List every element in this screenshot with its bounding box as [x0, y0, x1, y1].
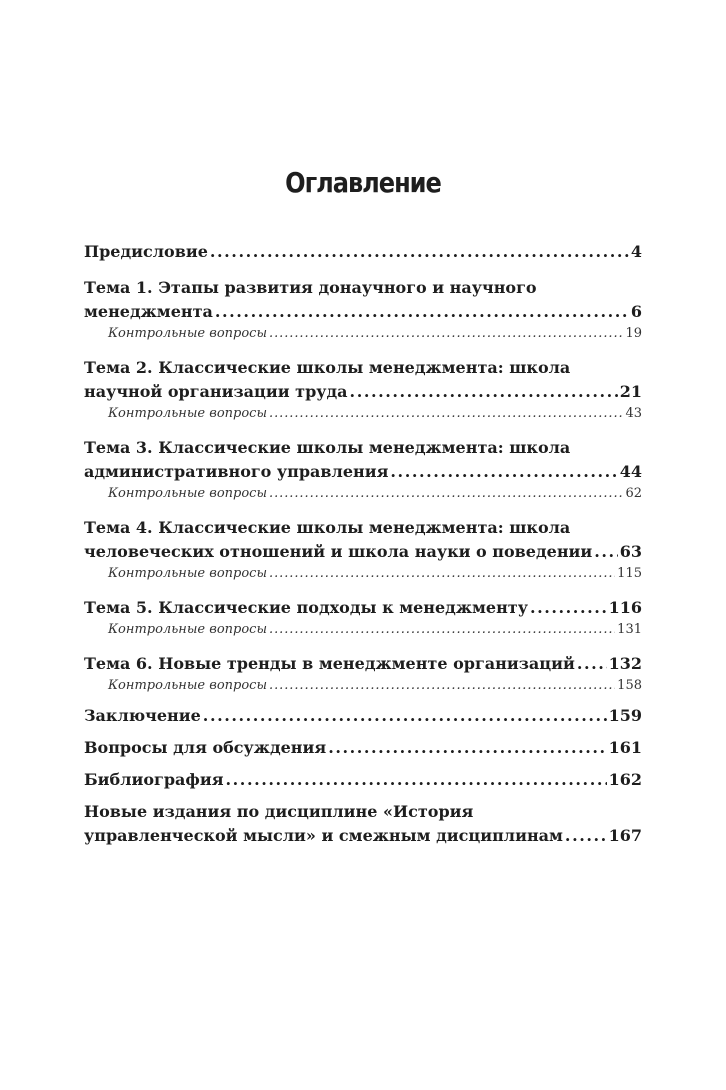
page-title: Оглавление: [285, 166, 441, 199]
toc-entry-topic-6[interactable]: [84, 652, 642, 696]
toc-entry-title: человеческих отношений и школа науки о поведении: [84, 542, 593, 561]
subentry-title: Контрольные вопросы: [108, 406, 268, 421]
leader-dots: [328, 736, 606, 760]
page-number: 115: [617, 566, 642, 581]
toc-entry-title: Тема 6. Новые тренды в менеджменте организаций: [84, 654, 575, 673]
page-number: 62: [625, 486, 642, 501]
leader-dots: [577, 652, 607, 676]
leader-dots: [215, 300, 629, 324]
toc-entry-line: [84, 240, 642, 264]
toc-entry-topic-5[interactable]: [84, 596, 642, 640]
toc-entry-title: научной организации труда: [84, 382, 348, 401]
leader-dots: [226, 768, 607, 792]
toc-entry-line: [84, 768, 642, 792]
toc-entry-preface[interactable]: [84, 240, 642, 264]
leader-dots: [269, 404, 623, 424]
leader-dots: [269, 620, 615, 640]
toc-entry-title: Вопросы для обсуждения: [84, 738, 327, 757]
toc-subentry[interactable]: [84, 404, 642, 424]
toc-entry-line: [84, 540, 642, 564]
toc-entry-title: Тема 5. Классические подходы к менеджменту: [84, 598, 528, 617]
toc-entry-title-line: Тема 1. Этапы развития донаучного и научного: [84, 278, 537, 297]
leader-dots: [565, 824, 607, 848]
toc-entry-line: [84, 596, 642, 620]
toc-entry-title-line: Тема 2. Классические школы менеджмента: школа: [84, 358, 571, 377]
toc-entry-title-line: Тема 3. Классические школы менеджмента: школа: [84, 438, 571, 457]
toc-entry-title: Предисловие: [84, 242, 208, 261]
toc-subentry[interactable]: [84, 676, 642, 696]
leader-dots: [210, 240, 629, 264]
toc-entry-line: [84, 736, 642, 760]
toc-entry-discussion-questions[interactable]: [84, 736, 642, 760]
subentry-title: Контрольные вопросы: [108, 566, 268, 581]
toc-entry-line: [84, 652, 642, 676]
subentry-title: Контрольные вопросы: [108, 486, 268, 501]
toc-entry-line: [84, 460, 642, 484]
page-number: 63: [619, 542, 642, 561]
leader-dots: [594, 540, 617, 564]
toc-entry-conclusion[interactable]: [84, 704, 642, 728]
subentry-title: Контрольные вопросы: [108, 326, 268, 341]
toc-entry-title-line: Тема 4. Классические школы менеджмента: школа: [84, 518, 571, 537]
page-number: 167: [608, 826, 642, 845]
leader-dots: [530, 596, 607, 620]
toc-entry-title: Заключение: [84, 706, 201, 725]
leader-dots: [350, 380, 618, 404]
leader-dots: [269, 324, 623, 344]
leader-dots: [269, 484, 623, 504]
toc-subentry[interactable]: [84, 564, 642, 584]
leader-dots: [269, 676, 615, 696]
toc-entry-line: [84, 704, 642, 728]
toc-entry-topic-1[interactable]: [84, 276, 642, 344]
toc-subentry[interactable]: [84, 620, 642, 640]
page-number: 6: [630, 302, 642, 321]
page-number: 43: [625, 406, 642, 421]
toc-entry-topic-2[interactable]: [84, 356, 642, 424]
toc-entry-topic-3[interactable]: [84, 436, 642, 504]
page-number: 44: [619, 462, 642, 481]
leader-dots: [269, 564, 615, 584]
toc-subentry[interactable]: [84, 484, 642, 504]
page-number: 4: [630, 242, 642, 261]
toc-subentry[interactable]: [84, 324, 642, 344]
toc-entry-title: менеджмента: [84, 302, 213, 321]
toc-entry-line: [84, 380, 642, 404]
page-number: 161: [608, 738, 642, 757]
toc-entry-new-editions[interactable]: [84, 800, 642, 848]
toc-entry-title: административного управления: [84, 462, 389, 481]
toc-entry-line: [84, 824, 642, 848]
page-number: 21: [619, 382, 642, 401]
page-number: 159: [608, 706, 642, 725]
page-number: 158: [617, 678, 642, 693]
page-number: 19: [625, 326, 642, 341]
toc-entry-line: [84, 300, 642, 324]
subentry-title: Контрольные вопросы: [108, 622, 268, 637]
toc-entry-bibliography[interactable]: [84, 768, 642, 792]
page-number: 132: [608, 654, 642, 673]
page-number: 162: [608, 770, 642, 789]
subentry-title: Контрольные вопросы: [108, 678, 268, 693]
toc-entry-title: Библиография: [84, 770, 224, 789]
leader-dots: [390, 460, 617, 484]
toc-entry-topic-4[interactable]: [84, 516, 642, 584]
table-of-contents: [84, 240, 642, 848]
page-number: 131: [617, 622, 642, 637]
page-number: 116: [608, 598, 642, 617]
leader-dots: [203, 704, 607, 728]
toc-entry-title: управленческой мысли» и смежным дисциплинам: [84, 826, 563, 845]
toc-entry-title-line: Новые издания по дисциплине «История: [84, 802, 474, 821]
